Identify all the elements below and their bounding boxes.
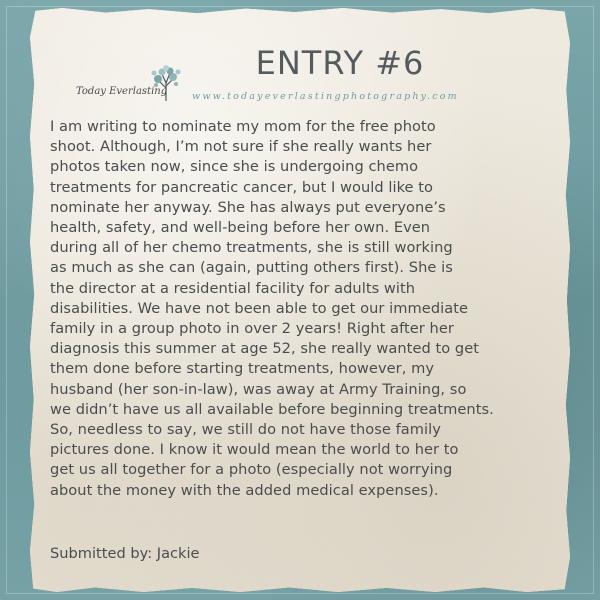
logo bbox=[76, 64, 196, 108]
website-url: www.todayeverlastingphotography.com bbox=[192, 91, 459, 102]
submitted-by: Submitted by: Jackie bbox=[50, 545, 200, 562]
entry-title: ENTRY #6 bbox=[255, 44, 425, 82]
nomination-text: I am writing to nominate my mom for the free photo shoot. Although, I’m not sure if she really wants her photos taken now, since she is undergoing chemo treatments for pancreatic cancer, but I would like to nominate her anyway. She has always put everyone’s health, safety, and well-being before her own. Even during all of her chemo treatments, she is still working as much as she can (again, putting others first). She is the director at a residential facility for adults with disabilities. We have not been able to get our immediate family in a group photo in over 2 years! Right after her diagnosis this summer at age 52, she really wanted to get them done before starting treatments, however, my husband (her son-in-law), was away at Army Training, so we didn’t have us all available before beginning treatments. So, needless to say, we still do not have those family pictures done. I know it would mean the world to her to get us all together for a photo (especially not worrying about the money with the added medical expenses). bbox=[50, 118, 494, 499]
logo-text: Today Everlasting bbox=[76, 86, 168, 97]
